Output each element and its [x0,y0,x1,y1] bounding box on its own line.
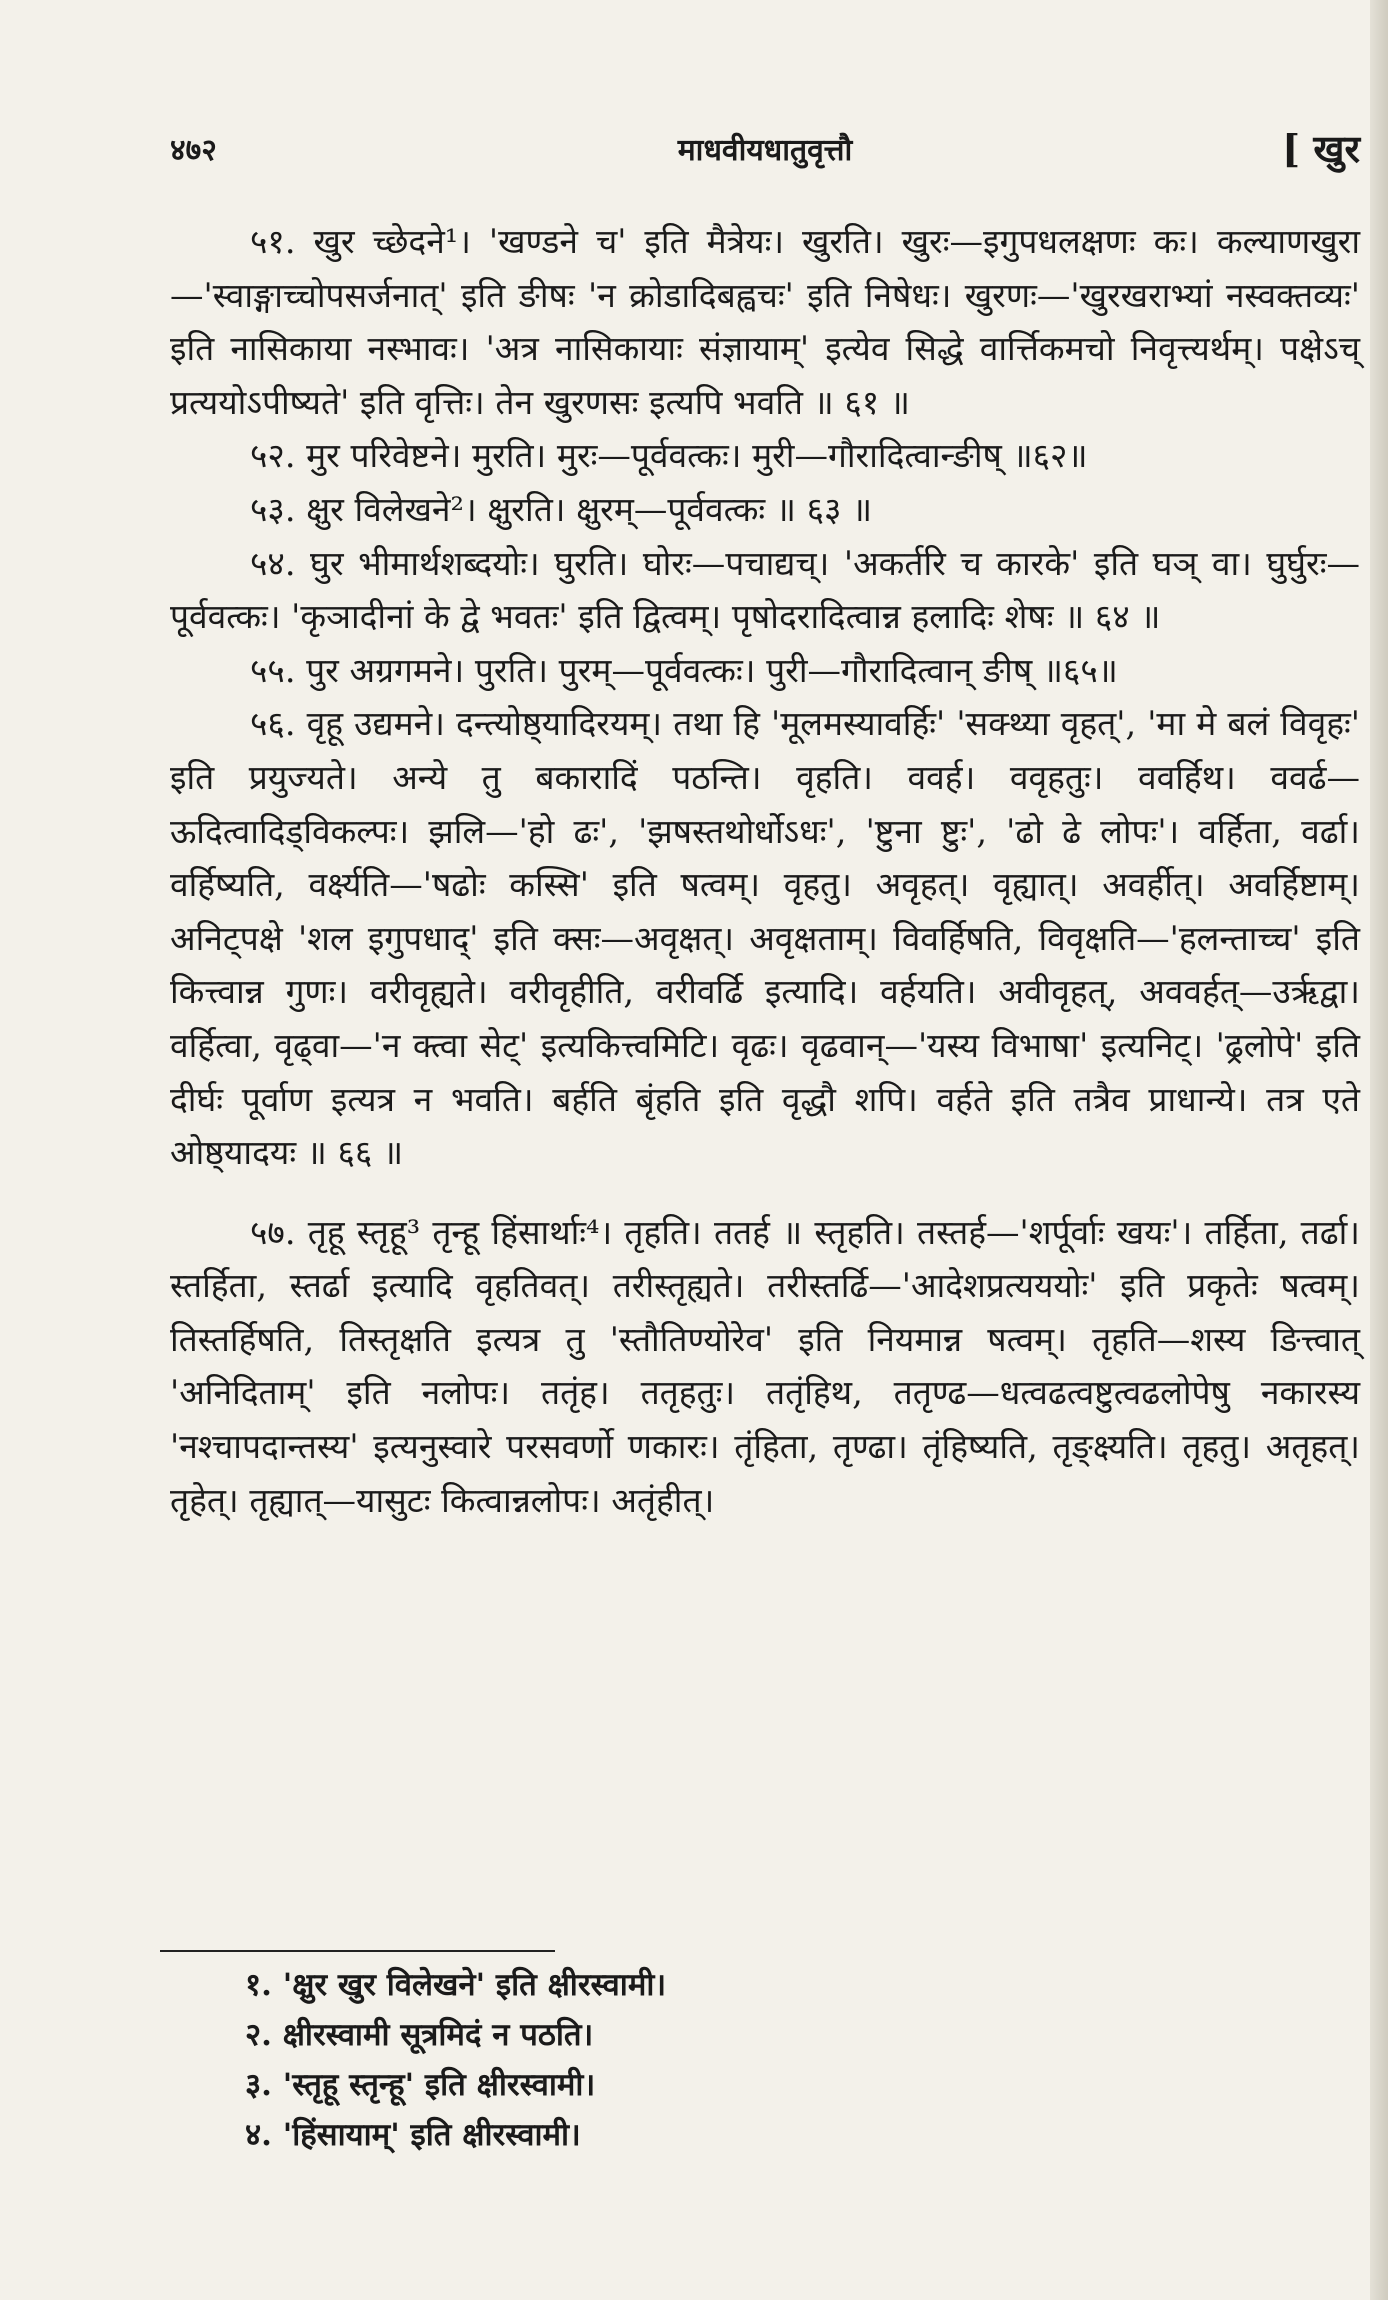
page-number: ४७२ [170,133,217,168]
footnote-2: २. क्षीरस्वामी सूत्रमिदं न पठति। [245,2017,594,2053]
paragraph-dhatu-53: ५३. क्षुर विलेखने²। क्षुरति। क्षुरम्—पूर्ववत्कः ॥ ६३ ॥ [250,489,873,529]
footnote-3: ३. 'स्तृहू स्तृन्हू' इति क्षीरस्वामी। [245,2067,596,2103]
main-text [170,215,1360,1527]
paragraph-dhatu-51: ५१. खुर च्छेदने¹। 'खण्डने च' इति मैत्रेयः। खुरति। खुरः—इगुपधलक्षणः कः। कल्याणखुरा—'स्वाङ्गाच्चोपसर्जनात्' इति ङीषः 'न क्रोडादिबह्वचः' इति निषेधः। खुरणः—'खुरखराभ्यां नस्वक्तव्यः' इति नासिकाया नस्भावः। 'अत्र नासिकायाः संज्ञायाम्' इत्येव सिद्धे वार्त्तिकमचो निवृत्त्यर्थम्। पक्षेऽच् प्रत्ययोऽपीष्यते' इति वृत्तिः। तेन खुरणसः इत्यपि भवति ॥ ६१ ॥ [170,222,1360,422]
paragraph-dhatu-52: ५२. मुर परिवेष्टने। मुरति। मुरः—पूर्ववत्कः। मुरी—गौरादित्वान्ङीष् ॥६२॥ [250,436,1088,476]
paragraph-dhatu-57: ५७. तृहू स्तृहू³ तृन्हू हिंसार्थाः⁴। तृहति। ततर्ह ॥ स्तृहति। तस्तर्ह—'शर्पूर्वाः खयः'। तर्हिता, तर्ढा। स्तर्हिता, स्तर्ढा इत्यादि वृहतिवत्। तरीस्तृह्यते। तरीस्तर्ढि—'आदेशप्रत्यययोः' इति प्रकृतेः षत्वम्। तिस्तर्हिषति, तिस्तृक्षति इत्यत्र तु 'स्तौतिण्योरेव' इति नियमान्न षत्वम्। तृहति—शस्य ङित्त्वात् 'अनिदिताम्' इति नलोपः। ततृंह। ततृहतुः। ततृंहिथ, ततृण्ढ—धत्वढत्वष्टुत्वढलोपेषु नकारस्य 'नश्चापदान्तस्य' इत्यनुस्वारे परसवर्णो णकारः। तृंहिता, तृण्ढा। तृंहिष्यति, तृङ्क्ष्यति। तृहतु। अतृहत्। तृहेत्। तृह्यात्—यासुटः कित्वान्नलोपः। अतृंहीत्। [170,1212,1360,1520]
footnote-1: १. 'क्षुर खुर विलेखने' इति क्षीरस्वामी। [245,1967,667,2003]
footnote-4: ४. 'हिंसायाम्' इति क्षीरस्वामी। [245,2117,581,2153]
footnotes [245,1960,1245,2160]
running-header [170,128,1360,188]
paragraph-dhatu-55: ५५. पुर अग्रगमने। पुरति। पुरम्—पूर्ववत्कः। पुरी—गौरादित्वान् ङीष् ॥६५॥ [250,650,1118,690]
running-headword: [ खुर [1282,126,1360,171]
paragraph-dhatu-56: ५६. वृहू उद्यमने। दन्त्योष्ठ्यादिरयम्। तथा हि 'मूलमस्यावर्हिः' 'सक्थ्या वृहत्', 'मा मे बलं विवृहः' इति प्रयुज्यते। अन्ये तु बकारादिं पठन्ति। वृहति। ववर्ह। ववृहतुः। ववर्हिथ। ववर्ढ—ऊदित्वादिड्विकल्पः। झलि—'हो ढः', 'झषस्तथोर्धोऽधः', 'ष्टुना ष्टुः', 'ढो ढे लोपः'। वर्हिता, वर्ढा। वर्हिष्यति, वर्क्ष्यति—'षढोः कस्सि' इति षत्वम्। वृहतु। अवृहत्। वृह्यात्। अवर्हीत्। अवर्हिष्टाम्। अनिट्पक्षे 'शल इगुपधाद्' इति क्सः—अवृक्षत्। अवृक्षताम्। विवर्हिषति, विवृक्षति—'हलन्ताच्च' इति कित्त्वान्न गुणः। वरीवृह्यते। वरीवृहीति, वरीवर्ढि इत्यादि। वर्हयति। अवीवृहत्, अववर्हत्—उर्ऋद्वा। वर्हित्वा, वृढ्वा—'न क्त्वा सेट्' इत्यकित्त्वमिटि। वृढः। वृढवान्—'यस्य विभाषा' इत्यनिट्। 'ढ्रलोपे' इति दीर्घः पूर्वाण इत्यत्र न भवति। बर्हति बृंहति इति वृद्धौ शपि। वर्हते इति तत्रैव प्राधान्ये। तत्र एते ओष्ठ्यादयः ॥ ६६ ॥ [170,704,1360,1173]
paragraph-dhatu-54: ५४. घुर भीमार्थशब्दयोः। घुरति। घोरः—पचाद्यच्। 'अकर्तरि च कारके' इति घञ् वा। घुर्घुरः—पूर्ववत्कः। 'कृञादीनां के द्वे भवतः' इति द्वित्वम्। पृषोदरादित्वान्न हलादिः शेषः ॥ ६४ ॥ [170,543,1360,637]
footnote-divider [160,1950,555,1952]
page-edge-shadow [1370,0,1388,2300]
running-title: माधवीयधातुवृत्तौ [677,133,853,168]
